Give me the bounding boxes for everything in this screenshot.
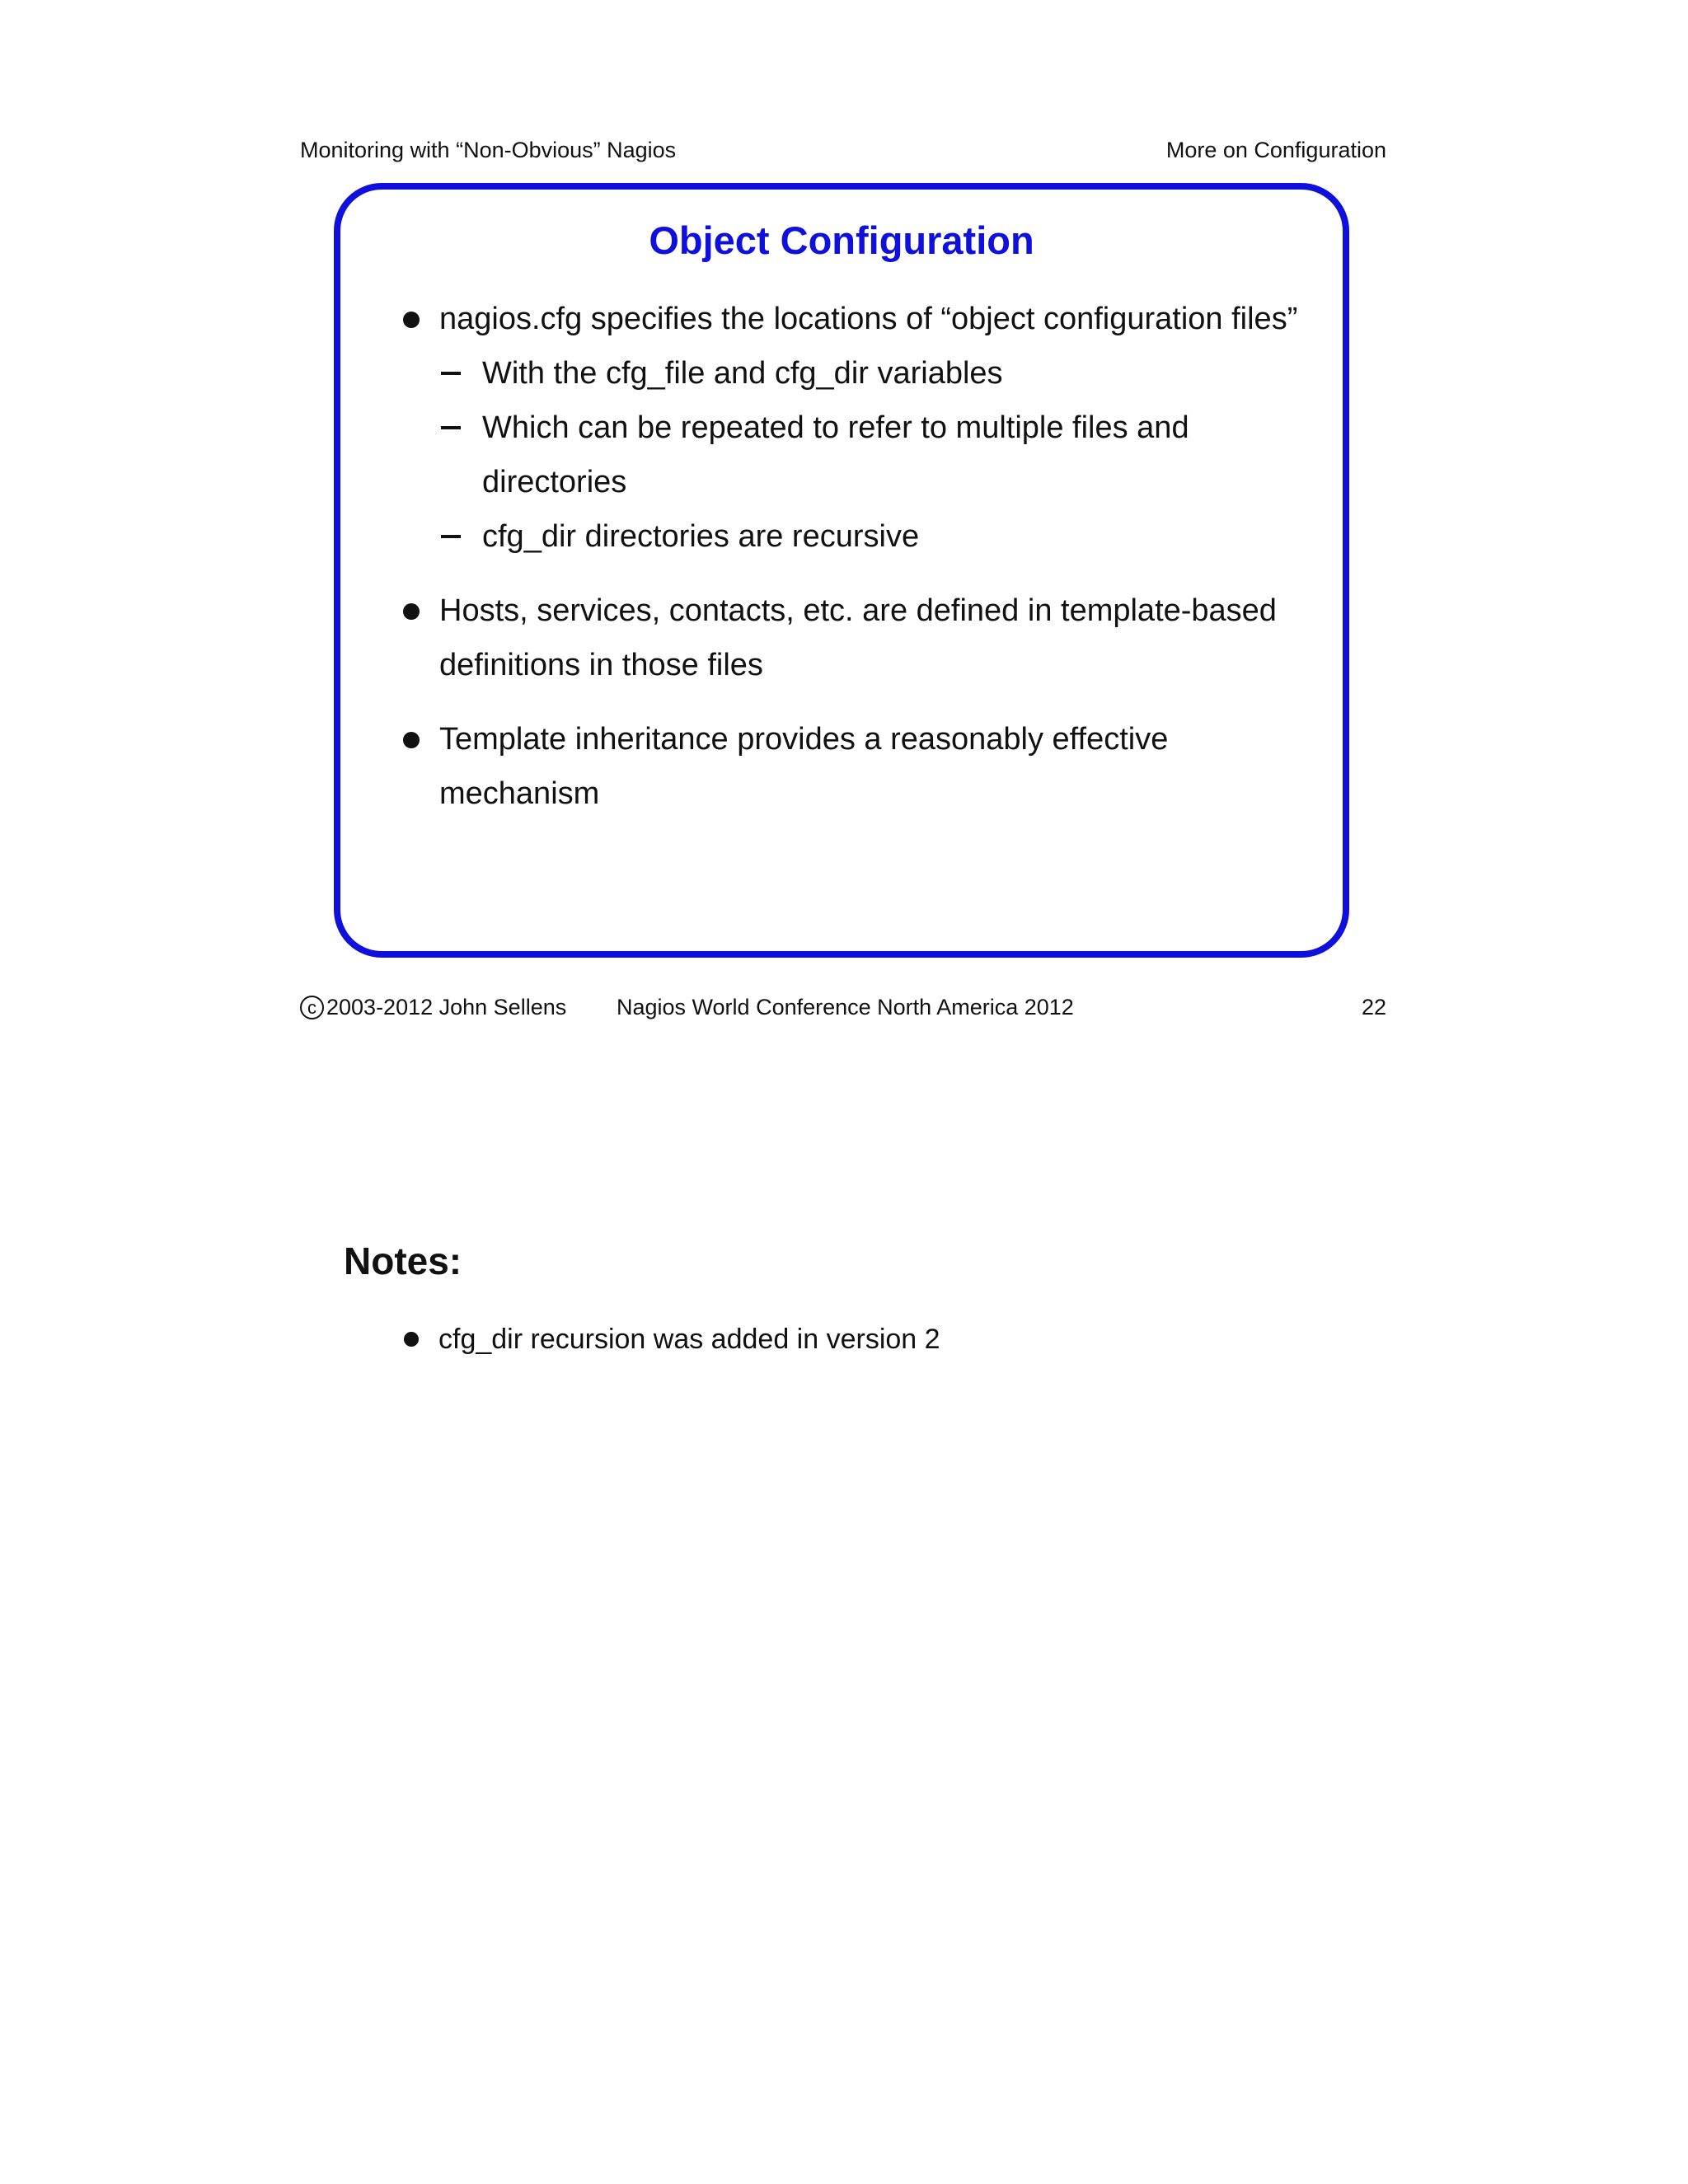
notes-list [402,1319,1309,1360]
slide-bullet-text: Hosts, services, contacts, etc. are defined in template-based definitions in those files [439,593,1277,682]
header-document-title: Monitoring with “Non-Obvious” Nagios [300,138,677,162]
slide-bullet-text: nagios.cfg specifies the locations of “object configuration files” [439,302,1298,336]
slide-bullet [400,583,1323,692]
slide-title: Object Configuration [649,218,1034,262]
slide-subbullet [439,346,1323,401]
notes-title: Notes: [344,1240,462,1282]
slide-frame [334,183,1349,958]
slide-bullet-list [400,292,1323,841]
header-section-title: More on Configuration [1165,138,1386,162]
slide-subbullet-list [439,346,1323,564]
footer-copyright-text: 2003-2012 John Sellens [326,995,567,1019]
page-footer [300,991,1386,1024]
footer-copyright [300,991,566,1024]
footer-conference: Nagios World Conference North America 2012 [617,995,1074,1019]
bullet-dot-icon [403,603,420,620]
slide-subbullet [439,401,1323,509]
dash-icon [441,372,461,375]
bullet-dot-icon [404,1332,419,1347]
notes-item-text: cfg_dir recursion was added in version 2 [438,1324,940,1355]
dash-icon [441,426,461,429]
slide-bullet [400,712,1323,821]
footer-page-number: 22 [1361,995,1386,1019]
notes-item [402,1319,1309,1360]
slide-subbullet-text: Which can be repeated to refer to multiple files and directories [482,410,1189,499]
slide-subbullet-text: cfg_dir directories are recursive [482,519,920,554]
bullet-dot-icon [403,312,420,328]
page-header [300,134,1386,166]
slide-bullet-text: Template inheritance provides a reasonably effective mechanism [439,722,1169,811]
slide-subbullet-text: With the cfg_file and cfg_dir variables [482,356,1003,391]
copyright-icon: c [300,996,324,1019]
bullet-dot-icon [403,732,420,748]
slide-bullet [400,292,1323,564]
slide-subbullet [439,509,1323,564]
dash-icon [441,535,461,538]
